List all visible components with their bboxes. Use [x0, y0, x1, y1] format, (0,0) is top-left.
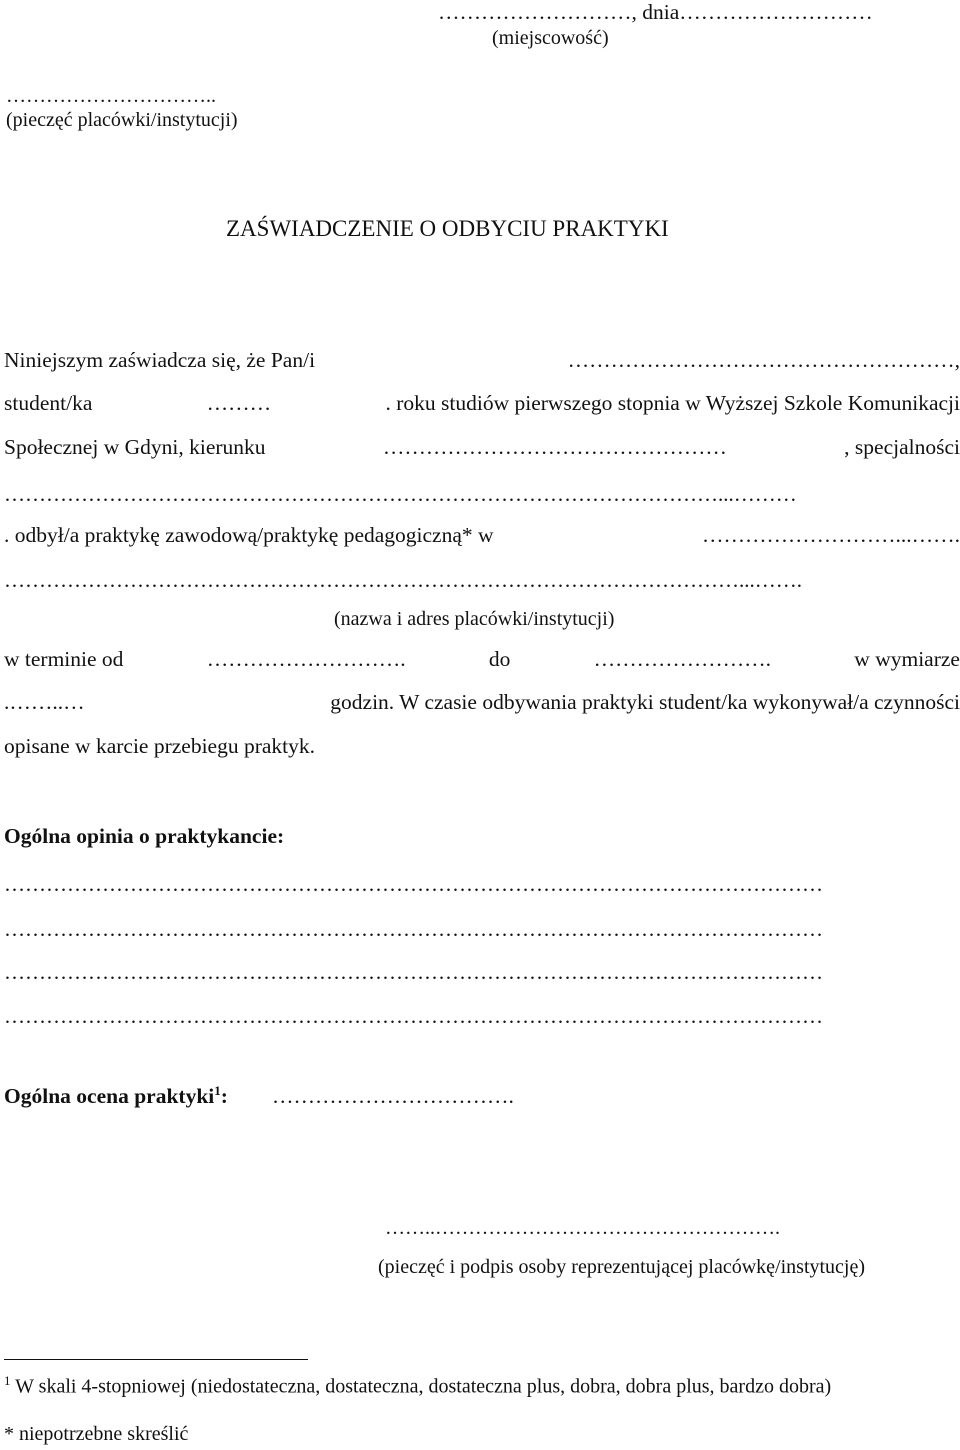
opinion-line: ………………………………………………………………………………………………………: [4, 917, 823, 941]
fill-in-date-to: …………………….: [593, 647, 772, 671]
body-text: Niniejszym zaświadcza się, że Pan/i: [4, 348, 316, 372]
body-line-7: [4, 649, 960, 671]
signature-line: ……..…………………………………………….: [385, 1217, 780, 1239]
fill-in-hours: .……..…: [4, 690, 85, 714]
body-text: do: [488, 647, 511, 671]
fill-in-date-from: ……………………….: [206, 647, 406, 671]
signature-caption: (pieczęć i podpis osoby reprezentującej placówkę/instytucję): [378, 1256, 866, 1278]
footnote-2: * niepotrzebne skreślić: [4, 1423, 189, 1445]
fill-in-grade: …………………………….: [272, 1084, 514, 1108]
grade-label-text: Ogólna ocena praktyki: [4, 1084, 215, 1109]
body-text: student/ka: [4, 391, 93, 415]
fill-in-institution: ………………………...…….: [702, 523, 960, 547]
body-text: . odbył/a praktykę zawodową/praktykę pedagogiczną* w: [4, 523, 494, 547]
body-line-8: [4, 692, 960, 714]
body-line-3: [4, 437, 960, 459]
fill-in-institution-2: ……………………………………………………………………………………………...…….: [4, 568, 802, 592]
stamp-line: …………………………..: [6, 85, 216, 107]
footnote-divider: [4, 1359, 308, 1360]
opinion-line: ………………………………………………………………………………………………………: [4, 872, 823, 896]
body-text: , specjalności: [844, 435, 960, 459]
body-line-2: [4, 393, 960, 415]
body-text: godzin. W czasie odbywania praktyki student/ka wykonywał/a czynności: [330, 690, 960, 714]
body-text: w wymiarze: [854, 647, 960, 671]
opinion-line: ………………………………………………………………………………………………………: [4, 960, 823, 984]
place-caption: (miejscowość): [492, 27, 609, 49]
body-text: . roku studiów pierwszego stopnia w Wyższej Szkole Komunikacji: [385, 391, 960, 415]
body-text: w terminie od: [4, 647, 124, 671]
fill-in-year: ………: [206, 391, 272, 415]
fill-in-specialization: …………………………………………………………………………………………...………: [4, 482, 797, 506]
body-line-5: [4, 525, 960, 547]
grade-label: [4, 1084, 228, 1108]
body-line-9: opisane w karcie przebiegu praktyk.: [4, 734, 316, 758]
opinion-line: ………………………………………………………………………………………………………: [4, 1004, 823, 1028]
body-text: Społecznej w Gdyni, kierunku: [4, 435, 266, 459]
fill-in-name: ………………………………………………,: [567, 348, 960, 372]
page-title: ZAŚWIADCZENIE O ODBYCIU PRAKTYKI: [226, 216, 669, 241]
place-date-line: ………………………, dnia………………………: [438, 0, 873, 24]
footnote-1: [4, 1374, 831, 1397]
stamp-caption: (pieczęć placówki/instytucji): [6, 109, 238, 131]
footnote-text: W skali 4-stopniowej (niedostateczna, dostateczna, dostateczna plus, dobra, dobra plus, bardzo dobra): [15, 1375, 832, 1398]
institution-caption: (nazwa i adres placówki/instytucji): [334, 608, 615, 630]
grade-suffix: :: [220, 1084, 228, 1109]
fill-in-field: …………………………………………: [382, 435, 727, 459]
body-line-1: [4, 350, 960, 372]
footnote-mark: 1: [4, 1373, 11, 1388]
footnote-ref: 1: [214, 1083, 221, 1098]
opinion-label: Ogólna opinia o praktykancie:: [4, 824, 285, 848]
